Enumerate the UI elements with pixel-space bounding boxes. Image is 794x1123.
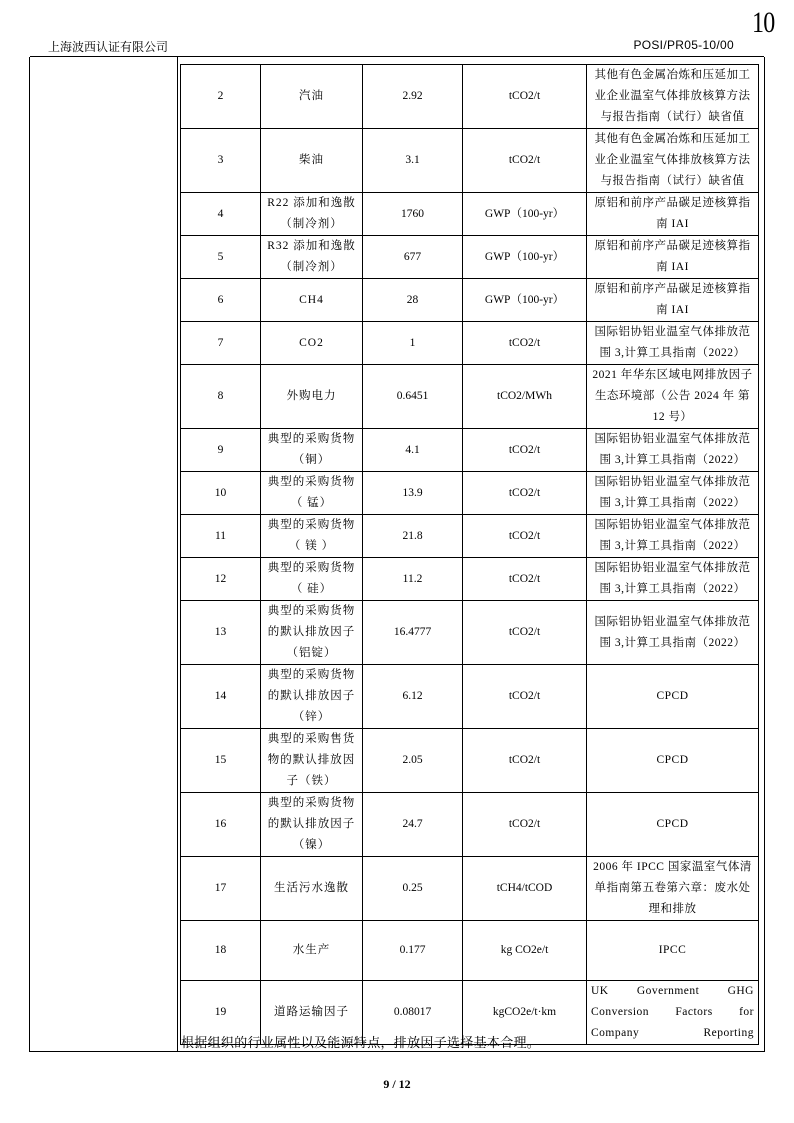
table-row bbox=[181, 665, 759, 729]
factor-unit-cell: tCO2/t bbox=[463, 65, 587, 129]
row-number-cell: 12 bbox=[181, 558, 261, 601]
table-row bbox=[181, 793, 759, 857]
factor-name-cell: 典型的采购货物（ 镁 ） bbox=[261, 515, 363, 558]
factor-source-cell: CPCD bbox=[587, 665, 759, 729]
factor-source-cell: 其他有色金属冶炼和压延加工业企业温室气体排放核算方法与报告指南（试行）缺省值 bbox=[587, 65, 759, 129]
factor-value-cell: 1760 bbox=[363, 193, 463, 236]
factor-unit-cell: tCH4/tCOD bbox=[463, 857, 587, 921]
factor-unit-cell: tCO2/t bbox=[463, 729, 587, 793]
factor-value-cell: 13.9 bbox=[363, 472, 463, 515]
table-row bbox=[181, 279, 759, 322]
emission-factor-table-body bbox=[181, 65, 759, 1045]
table-row bbox=[181, 429, 759, 472]
factor-unit-cell: tCO2/t bbox=[463, 665, 587, 729]
table-row bbox=[181, 921, 759, 981]
company-name: 上海波西认证有限公司 bbox=[48, 40, 169, 54]
table-row bbox=[181, 322, 759, 365]
factor-name-cell: 生活污水逸散 bbox=[261, 857, 363, 921]
factor-source-cell: 原铝和前序产品碳足迹核算指南 IAI bbox=[587, 279, 759, 322]
factor-name-cell: 汽油 bbox=[261, 65, 363, 129]
factor-name-cell: 水生产 bbox=[261, 921, 363, 981]
factor-name-cell: 典型的采购货物（铜） bbox=[261, 429, 363, 472]
row-number-cell: 4 bbox=[181, 193, 261, 236]
factor-source-cell: 2021 年华东区域电网排放因子生态环境部（公告 2024 年 第 12 号） bbox=[587, 365, 759, 429]
document-code: POSI/PR05-10/00 bbox=[633, 38, 734, 52]
table-row bbox=[181, 472, 759, 515]
row-number-cell: 18 bbox=[181, 921, 261, 981]
factor-unit-cell: tCO2/MWh bbox=[463, 365, 587, 429]
row-number-cell: 9 bbox=[181, 429, 261, 472]
factor-unit-cell: tCO2/t bbox=[463, 129, 587, 193]
factor-source-cell: 其他有色金属冶炼和压延加工业企业温室气体排放核算方法与报告指南（试行）缺省值 bbox=[587, 129, 759, 193]
factor-unit-cell: tCO2/t bbox=[463, 472, 587, 515]
factor-unit-cell: GWP（100-yr） bbox=[463, 236, 587, 279]
factor-name-cell: CO2 bbox=[261, 322, 363, 365]
factor-value-cell: 0.08017 bbox=[363, 981, 463, 1045]
row-number-cell: 11 bbox=[181, 515, 261, 558]
factor-value-cell: 1 bbox=[363, 322, 463, 365]
factor-name-cell: CH4 bbox=[261, 279, 363, 322]
factor-value-cell: 677 bbox=[363, 236, 463, 279]
left-label-column bbox=[30, 57, 178, 1051]
corner-page-number: 10 bbox=[752, 6, 775, 39]
page-number: 9 / 12 bbox=[383, 1077, 411, 1091]
factor-source-cell: 国际铝协铝业温室气体排放范围 3,计算工具指南（2022） bbox=[587, 558, 759, 601]
factor-value-cell: 16.4777 bbox=[363, 601, 463, 665]
table-row bbox=[181, 558, 759, 601]
factor-value-cell: 24.7 bbox=[363, 793, 463, 857]
table-row bbox=[181, 236, 759, 279]
table-row bbox=[181, 729, 759, 793]
factor-name-cell: 典型的采购货物（ 锰） bbox=[261, 472, 363, 515]
factor-value-cell: 11.2 bbox=[363, 558, 463, 601]
factor-unit-cell: GWP（100-yr） bbox=[463, 193, 587, 236]
factor-name-cell: 典型的采购货物的默认排放因子（镍） bbox=[261, 793, 363, 857]
factor-unit-cell: tCO2/t bbox=[463, 429, 587, 472]
factor-source-cell: 国际铝协铝业温室气体排放范围 3,计算工具指南（2022） bbox=[587, 322, 759, 365]
factor-name-cell: 典型的采购货物的默认排放因子（锌） bbox=[261, 665, 363, 729]
factor-source-cell: 2006 年 IPCC 国家温室气体清单指南第五卷第六章：废水处理和排放 bbox=[587, 857, 759, 921]
factor-unit-cell: tCO2/t bbox=[463, 515, 587, 558]
row-number-cell: 16 bbox=[181, 793, 261, 857]
table-row bbox=[181, 193, 759, 236]
factor-name-cell: 典型的采购货物的默认排放因子（铝锭） bbox=[261, 601, 363, 665]
factor-source-cell: IPCC bbox=[587, 921, 759, 981]
table-row bbox=[181, 515, 759, 558]
factor-name-cell: 道路运输因子 bbox=[261, 981, 363, 1045]
factor-unit-cell: tCO2/t bbox=[463, 793, 587, 857]
row-number-cell: 8 bbox=[181, 365, 261, 429]
table-row bbox=[181, 65, 759, 129]
factor-source-cell: 原铝和前序产品碳足迹核算指南 IAI bbox=[587, 236, 759, 279]
row-number-cell: 7 bbox=[181, 322, 261, 365]
factor-source-cell: UK Government GHG Conversion Factors for Company Reporting bbox=[587, 981, 759, 1045]
factor-source-cell: 国际铝协铝业温室气体排放范围 3,计算工具指南（2022） bbox=[587, 472, 759, 515]
row-number-cell: 10 bbox=[181, 472, 261, 515]
factor-value-cell: 0.6451 bbox=[363, 365, 463, 429]
factor-name-cell: R22 添加和逸散（制冷剂） bbox=[261, 193, 363, 236]
factor-name-cell: R32 添加和逸散（制冷剂） bbox=[261, 236, 363, 279]
form-frame bbox=[29, 57, 765, 1052]
factor-unit-cell: kgCO2e/t·km bbox=[463, 981, 587, 1045]
factor-source-cell: 国际铝协铝业温室气体排放范围 3,计算工具指南（2022） bbox=[587, 515, 759, 558]
row-number-cell: 6 bbox=[181, 279, 261, 322]
factor-value-cell: 0.25 bbox=[363, 857, 463, 921]
emission-factor-table bbox=[180, 64, 759, 1045]
factor-unit-cell: tCO2/t bbox=[463, 322, 587, 365]
factor-source-cell: 原铝和前序产品碳足迹核算指南 IAI bbox=[587, 193, 759, 236]
factor-value-cell: 3.1 bbox=[363, 129, 463, 193]
factor-value-cell: 0.177 bbox=[363, 921, 463, 981]
factor-name-cell: 典型的采购货物（ 硅） bbox=[261, 558, 363, 601]
factor-value-cell: 4.1 bbox=[363, 429, 463, 472]
factor-name-cell: 外购电力 bbox=[261, 365, 363, 429]
row-number-cell: 13 bbox=[181, 601, 261, 665]
factor-unit-cell: GWP（100-yr） bbox=[463, 279, 587, 322]
factor-source-cell: 国际铝协铝业温室气体排放范围 3,计算工具指南（2022） bbox=[587, 429, 759, 472]
table-row bbox=[181, 601, 759, 665]
factor-unit-cell: tCO2/t bbox=[463, 601, 587, 665]
row-number-cell: 15 bbox=[181, 729, 261, 793]
factor-source-cell: CPCD bbox=[587, 793, 759, 857]
factor-name-cell: 典型的采购售货物的默认排放因子（铁） bbox=[261, 729, 363, 793]
factor-value-cell: 6.12 bbox=[363, 665, 463, 729]
table-row bbox=[181, 129, 759, 193]
row-number-cell: 14 bbox=[181, 665, 261, 729]
factor-source-cell: 国际铝协铝业温室气体排放范围 3,计算工具指南（2022） bbox=[587, 601, 759, 665]
factor-unit-cell: kg CO2e/t bbox=[463, 921, 587, 981]
factor-name-cell: 柴油 bbox=[261, 129, 363, 193]
factor-value-cell: 2.92 bbox=[363, 65, 463, 129]
table-row bbox=[181, 857, 759, 921]
factor-value-cell: 21.8 bbox=[363, 515, 463, 558]
row-number-cell: 5 bbox=[181, 236, 261, 279]
row-number-cell: 3 bbox=[181, 129, 261, 193]
conclusion-text: 根据组织的行业属性以及能源特点，排放因子选择基本合理。 bbox=[181, 1035, 541, 1050]
factor-source-cell: CPCD bbox=[587, 729, 759, 793]
factor-unit-cell: tCO2/t bbox=[463, 558, 587, 601]
table-row bbox=[181, 365, 759, 429]
factor-value-cell: 28 bbox=[363, 279, 463, 322]
row-number-cell: 2 bbox=[181, 65, 261, 129]
row-number-cell: 19 bbox=[181, 981, 261, 1045]
row-number-cell: 17 bbox=[181, 857, 261, 921]
factor-value-cell: 2.05 bbox=[363, 729, 463, 793]
